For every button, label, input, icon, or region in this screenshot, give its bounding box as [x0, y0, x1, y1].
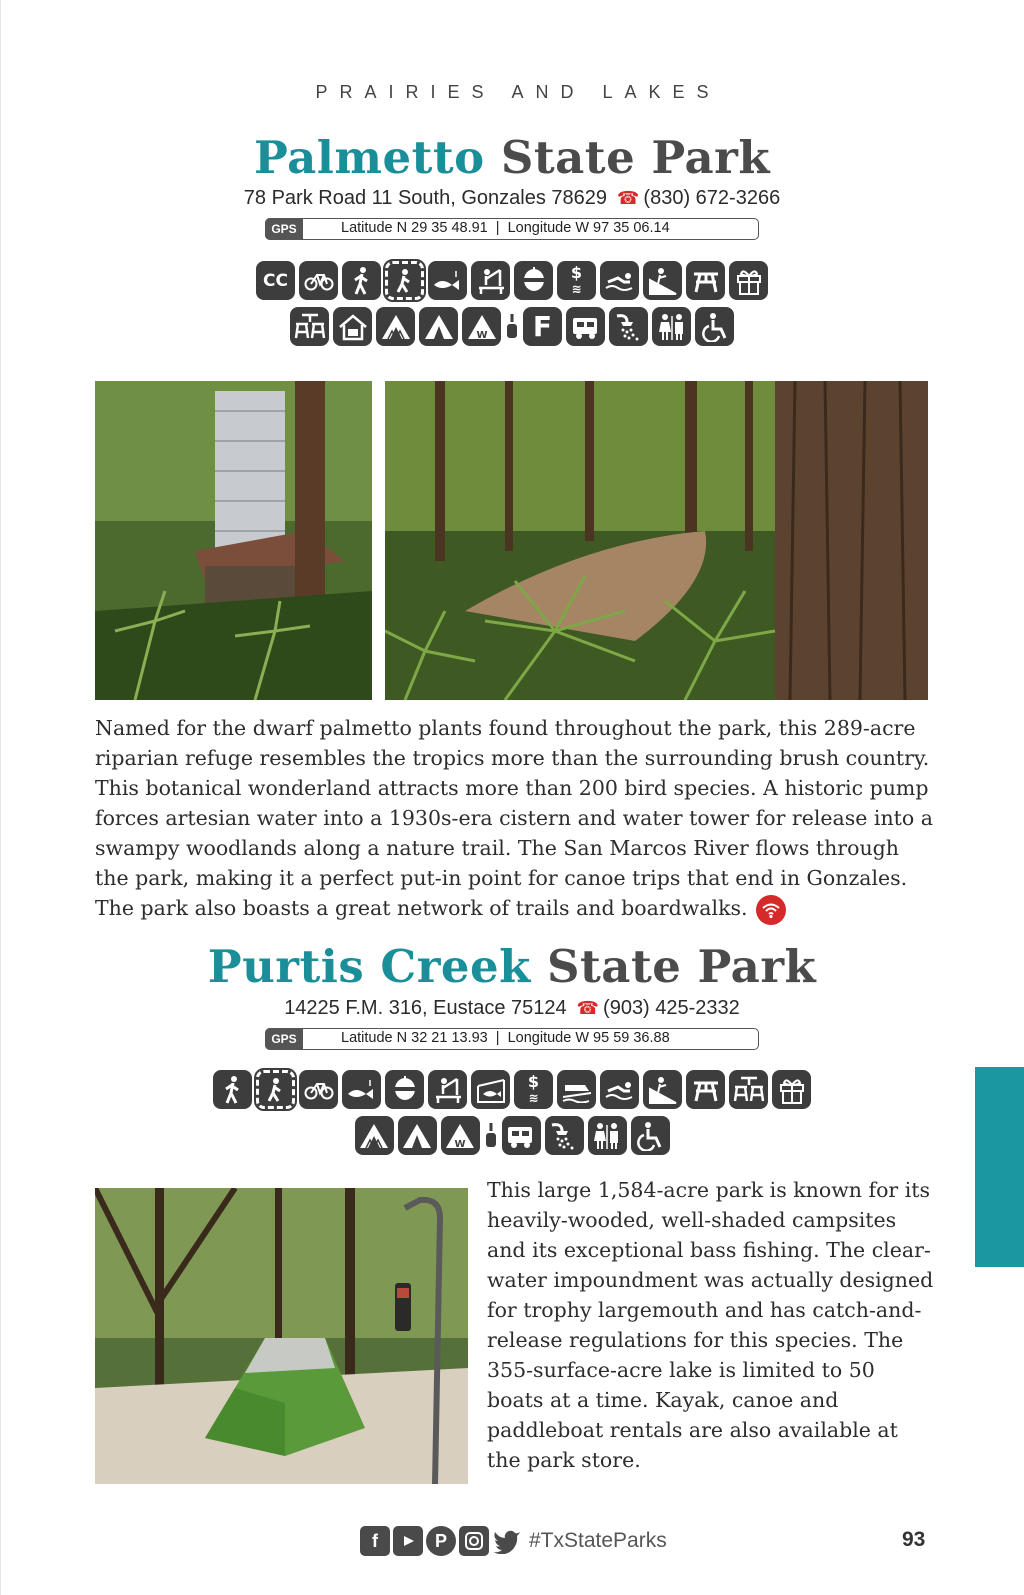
- wifi-icon: [756, 895, 786, 925]
- amenity-row: [0, 1116, 1024, 1155]
- tent-camping-icon: [398, 1116, 437, 1155]
- phone-icon: ☎: [576, 998, 600, 1018]
- hike-icon: [213, 1070, 252, 1109]
- svg-text:W: W: [475, 329, 488, 341]
- park-address-line: [0, 996, 1024, 1020]
- park-description: [95, 713, 933, 925]
- address-text: 14225 F.M. 316, Eustace 75124: [284, 997, 567, 1019]
- boat-rental-icon: $ ≋: [514, 1070, 553, 1109]
- hashtag[interactable]: #TxStateParks: [529, 1529, 667, 1552]
- fishing-pier-icon: [428, 1070, 467, 1109]
- boat-rental-icon: $ ≋: [557, 261, 596, 300]
- fish-cleaning-icon: [471, 1070, 510, 1109]
- gift-shop-icon: [729, 261, 768, 300]
- swimming-icon: [600, 261, 639, 300]
- park-address-line: [0, 186, 1024, 210]
- gps-label: GPS: [265, 1028, 303, 1050]
- primitive-camping-icon: [376, 307, 415, 346]
- phone-icon: ☎: [617, 188, 640, 208]
- picnic-icon: [686, 1070, 725, 1109]
- firewood-icon: F: [523, 307, 562, 346]
- gps-coordinates: Latitude N 29 35 48.91 | Longitude W 97 35 06.14: [341, 220, 670, 236]
- swimming-buoy-icon: [514, 261, 553, 300]
- restrooms-icon: [588, 1116, 627, 1155]
- fishing-icon: [342, 1070, 381, 1109]
- photo-campsite-tent: [95, 1188, 468, 1484]
- youtube-icon[interactable]: [393, 1526, 423, 1556]
- nature-trail-icon: [256, 1070, 295, 1109]
- swimming-buoy-icon: [385, 1070, 424, 1109]
- hike-icon: [342, 261, 381, 300]
- park-title-palmetto: [0, 132, 1024, 184]
- nature-trail-icon: [385, 261, 424, 300]
- park-name-rest: State Park: [530, 940, 817, 993]
- section-header: PRAIRIES AND LAKES: [315, 82, 721, 102]
- tent-camping-icon: [419, 307, 458, 346]
- electric-hookup-icon: [505, 307, 519, 346]
- gps-bar: [265, 1028, 759, 1050]
- boat-ramp-icon: [557, 1070, 596, 1109]
- rv-camping-icon: [502, 1116, 541, 1155]
- picnic-icon: [686, 261, 725, 300]
- amenity-row: [0, 307, 1024, 346]
- svg-text:W: W: [454, 1138, 466, 1150]
- gps-coordinates: Latitude N 32 21 13.93 | Longitude W 95 59 36.88: [341, 1030, 670, 1046]
- pinterest-icon[interactable]: P: [426, 1526, 456, 1556]
- screened-shelter-icon: [333, 307, 372, 346]
- description-text: This large 1,584-acre park is known for its heavily-wooded, well-shaded campsites and its exceptional bass fishing. The clear-water impoundment was actually designed for trophy largemouth and has catch-and-release regulations for this species. The 355-surface-acre lake is limited to 50 boats at a time. Kayak, canoe and paddleboat rentals are also available at the park store.: [487, 1178, 934, 1472]
- accessible-icon: [695, 307, 734, 346]
- park-title-purtis-creek: [0, 941, 1024, 993]
- swimming-icon: [600, 1070, 639, 1109]
- park-name-accent: Purtis Creek: [207, 940, 531, 993]
- bike-icon: [299, 1070, 338, 1109]
- rv-camping-icon: [566, 307, 605, 346]
- section-color-tab: [975, 1067, 1024, 1267]
- cc-icon: CC: [256, 261, 295, 300]
- gift-shop-icon: [772, 1070, 811, 1109]
- park-name-rest: State Park: [484, 131, 771, 184]
- gps-label: GPS: [265, 218, 303, 240]
- restrooms-icon: [652, 307, 691, 346]
- group-picnic-icon: [729, 1070, 768, 1109]
- photo-palmetto-trail: [385, 381, 928, 700]
- phone-number: (830) 672-3266: [643, 187, 781, 209]
- description-text: Named for the dwarf palmetto plants found throughout the park, this 289-acre riparian refuge resembles the tropics more than the surrounding brush country. This botanical wonderland attracts more than 200 bird species. A historic pump forces artesian water into a 1930s-era cistern and water tower for release into a swampy woodlands along a nature trail. The San Marcos River flows through the park, making it a perfect put-in point for canoe trips that end in Gonzales. The park also boasts a great network of trails and boardwalks.: [95, 716, 933, 920]
- amenity-row: [0, 1070, 1024, 1109]
- amenity-row: [0, 261, 1024, 300]
- electric-hookup-icon: [484, 1116, 498, 1155]
- water-camping-icon: [441, 1116, 480, 1155]
- photo-water-tower: [95, 381, 372, 700]
- phone-number: (903) 425-2332: [603, 997, 740, 1019]
- twitter-icon[interactable]: [492, 1526, 522, 1556]
- instagram-icon[interactable]: [459, 1526, 489, 1556]
- facebook-icon[interactable]: f: [360, 1526, 390, 1556]
- water-camping-icon: [462, 307, 501, 346]
- accessible-icon: [631, 1116, 670, 1155]
- fishing-pier-icon: [471, 261, 510, 300]
- fishing-icon: [428, 261, 467, 300]
- showers-icon: [545, 1116, 584, 1155]
- wading-icon: [643, 1070, 682, 1109]
- park-name-accent: Palmetto: [253, 131, 485, 184]
- group-picnic-icon: [290, 307, 329, 346]
- address-text: 78 Park Road 11 South, Gonzales 78629: [243, 187, 607, 209]
- primitive-camping-icon: [355, 1116, 394, 1155]
- page-number: 93: [902, 1528, 926, 1551]
- park-description: [487, 1175, 937, 1475]
- bike-icon: [299, 261, 338, 300]
- social-links: [360, 1526, 667, 1556]
- showers-icon: [609, 307, 648, 346]
- gps-bar: [265, 218, 759, 240]
- wading-icon: [643, 261, 682, 300]
